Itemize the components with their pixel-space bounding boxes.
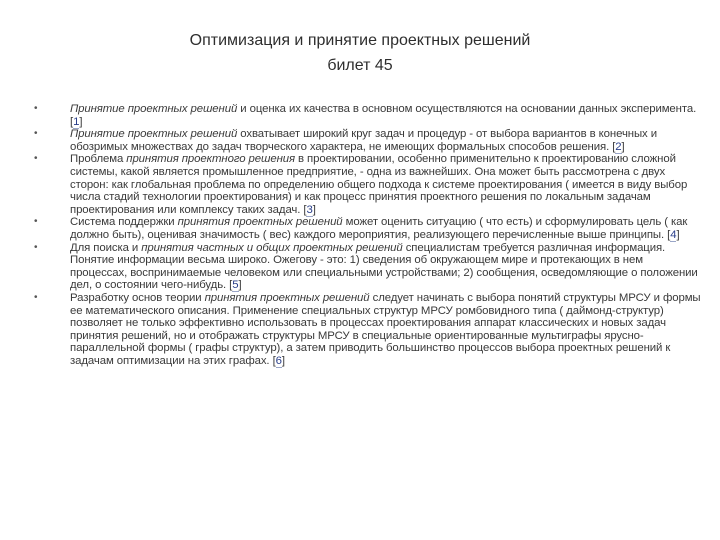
bullet-marker: • — [34, 103, 38, 114]
emphasis-text: Принятие проектных решений — [70, 103, 238, 115]
bullet-marker: • — [34, 216, 38, 228]
body-text: ] — [79, 115, 83, 128]
emphasis-text: Принятие проектных решений — [70, 128, 238, 141]
body-text: специалистам требуется различная информация. Понятие информации весьма широко. Ожегову - это: 1) сведения об окружающем мире и протекающих в нем процессах, воспринимаемые человеком или специальными устройствами; 2) сообщения, осведомляющие о положении дел, о состоянии чего-нибудь. — [70, 241, 698, 292]
body-text: ] — [238, 279, 242, 292]
body-text: охватывает широкий круг задач и процедур - от выбора вариантов в конечных и обозримых множествах до задач творческого характера, не имеющих формальных способов решения. — [70, 128, 657, 153]
list-item — [30, 292, 702, 368]
bullet-marker: • — [34, 241, 38, 253]
paragraph-text — [70, 128, 657, 154]
paragraph-text — [70, 292, 701, 368]
emphasis-text: принятия проектных решений — [177, 216, 343, 229]
body-text: [ — [303, 203, 307, 216]
title-subtitle: билет 45 — [327, 57, 393, 74]
paragraph-text — [70, 153, 687, 216]
title-main: Оптимизация и принятие проектных решений — [189, 32, 531, 49]
paragraph-text — [70, 103, 696, 129]
body-text: может оценить ситуацию ( что есть) и сформулировать цель ( как должно быть), оценивая значимость ( вес) каждого мероприятия, реализующего перечисленные выше принципы. — [70, 216, 688, 241]
body-text: [ — [70, 115, 74, 128]
body-text: ] — [621, 140, 625, 153]
list-item — [30, 216, 702, 241]
body-text: [ — [229, 279, 233, 292]
body-text: Система поддержки — [70, 216, 178, 229]
bullet-marker: • — [34, 153, 38, 165]
bullet-marker: • — [34, 291, 38, 303]
body-text: [ — [272, 354, 276, 367]
reference-link[interactable]: 1 — [73, 115, 80, 128]
content-area — [30, 103, 702, 367]
list-item — [30, 153, 702, 216]
reference-link[interactable]: 4 — [670, 228, 677, 241]
list-item — [30, 128, 702, 153]
body-text: Для поиска и — [70, 241, 142, 254]
slide-title — [0, 28, 720, 78]
list-item — [30, 103, 702, 128]
emphasis-text: принятия проектного решения — [126, 153, 295, 166]
body-text: Проблема — [70, 153, 127, 166]
body-text: ] — [312, 203, 316, 216]
body-text: в проектировании, особенно применительно к проектированию сложной системы, какой является промышленное предприятие, - одна из важнейших. Она может быть рассмотрена с двух сторон: как глобальная проблема по определению общего подхода к системе проектирования ( имеется в виду выбор числа стадий технологии проектирования) и как процесс принятия проектного решения по локальным задачам проектирования или комплексу таких задач. — [70, 153, 688, 216]
emphasis-text: принятия проектных решений — [204, 291, 370, 304]
reference-link[interactable]: 6 — [275, 354, 282, 367]
reference-link[interactable]: 5 — [232, 279, 239, 292]
body-text: и оценка их качества в основном осуществляются на основании данных эксперимента. — [237, 103, 697, 115]
reference-link[interactable]: 3 — [306, 203, 313, 216]
emphasis-text: принятия частных и общих проектных решений — [141, 241, 403, 254]
body-text: следует начинать с выбора понятий структуры МРСУ и формы ее математического описания. Применение специальных структур МРСУ ромбовидного типа ( даймонд-структур) позволяет не только эффективно использовать в процессах проектирования аппарат классических и новых задач принятия решений, но и отображать структуры МРСУ в специальные ориентированные мультиграфы ярусно-параллельной формы ( графы структур), а затем приводить большинство процессов выбора проектных решений к задачам оптимизации на этих графах. — [70, 291, 701, 367]
body-text: Разработку основ теории — [70, 291, 205, 304]
bullet-marker: • — [34, 128, 38, 140]
paragraph-text — [70, 242, 698, 293]
list-item — [30, 242, 702, 292]
body-text: [ — [667, 228, 671, 241]
body-text: ] — [676, 228, 680, 241]
reference-link[interactable]: 2 — [615, 140, 622, 153]
paragraph-text — [70, 216, 687, 242]
bullet-list — [30, 103, 702, 367]
body-text: ] — [281, 354, 285, 367]
body-text: [ — [612, 140, 616, 153]
